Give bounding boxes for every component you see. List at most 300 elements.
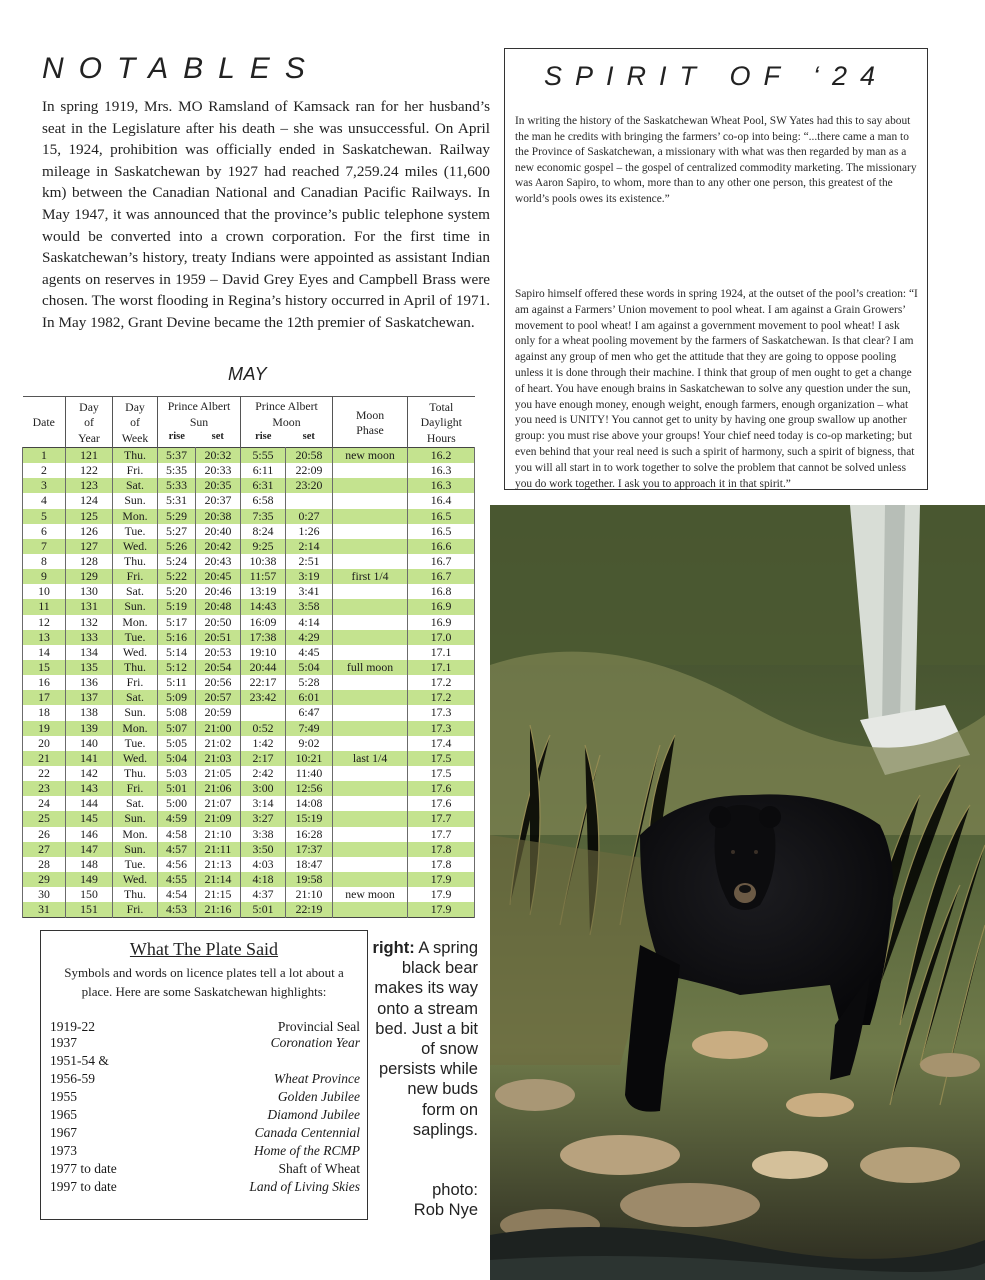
cell-moon-phase bbox=[333, 599, 408, 614]
table-row bbox=[23, 554, 475, 569]
cell-moon-set: 22:19 bbox=[286, 902, 333, 918]
cell-day-of-year: 145 bbox=[66, 811, 113, 826]
cell-moon-phase bbox=[333, 872, 408, 887]
cell-moon-set: 22:09 bbox=[286, 463, 333, 478]
table-row bbox=[23, 857, 475, 872]
cell-day-of-year: 136 bbox=[66, 675, 113, 690]
cell-day-of-week: Tue. bbox=[113, 524, 158, 539]
cell-date: 26 bbox=[23, 827, 66, 842]
cell-sun-rise: 5:37 bbox=[158, 448, 196, 464]
spirit-title: SPIRIT OF ‘24 bbox=[543, 61, 889, 91]
cell-date: 22 bbox=[23, 766, 66, 781]
cell-daylight: 17.8 bbox=[408, 842, 475, 857]
cell-day-of-year: 138 bbox=[66, 705, 113, 720]
cell-day-of-week: Sun. bbox=[113, 599, 158, 614]
cell-sun-set: 20:43 bbox=[196, 554, 241, 569]
cell-sun-rise: 4:55 bbox=[158, 872, 196, 887]
cell-moon-set: 9:02 bbox=[286, 736, 333, 751]
cell-daylight: 17.1 bbox=[408, 660, 475, 675]
plate-motto: Coronation Year bbox=[270, 1035, 360, 1050]
cell-moon-phase bbox=[333, 721, 408, 736]
cell-sun-set: 20:32 bbox=[196, 448, 241, 464]
cell-sun-set: 21:14 bbox=[196, 872, 241, 887]
plate-year: 1965 bbox=[50, 1107, 77, 1122]
cell-moon-rise: 4:03 bbox=[241, 857, 286, 872]
cell-moon-set: 6:47 bbox=[286, 705, 333, 720]
cell-moon-rise bbox=[241, 705, 286, 720]
cell-moon-rise: 3:38 bbox=[241, 827, 286, 842]
cell-day-of-year: 141 bbox=[66, 751, 113, 766]
cell-date: 31 bbox=[23, 902, 66, 918]
cell-moon-phase bbox=[333, 781, 408, 796]
plate-year: 1955 bbox=[50, 1089, 77, 1104]
plate-year: 1977 to date bbox=[50, 1161, 117, 1176]
table-row bbox=[23, 599, 475, 614]
cell-moon-phase bbox=[333, 524, 408, 539]
cell-date: 7 bbox=[23, 539, 66, 554]
header-sun-set: set bbox=[196, 430, 241, 448]
table-row bbox=[23, 660, 475, 675]
cell-date: 5 bbox=[23, 509, 66, 524]
cell-daylight: 16.5 bbox=[408, 524, 475, 539]
cell-sun-rise: 5:04 bbox=[158, 751, 196, 766]
header-sun: Prince Albert Sun bbox=[158, 397, 241, 431]
cell-daylight: 17.6 bbox=[408, 796, 475, 811]
cell-day-of-week: Sun. bbox=[113, 842, 158, 857]
cell-moon-phase bbox=[333, 690, 408, 705]
spirit-paragraph-1: In writing the history of the Saskatchewan Wheat Pool, SW Yates had this to say about the man he credits with bringing the farmers’ co-op into being: “...there came a man to the Province of Saskatchewan, a missionary with what was then regarded by man as a new economic gospel – the gospel of centralized commodity marketing. The missionary was Aaron Sapiro, to whom, more than to any other one person, this greatest of the world’s pools owes its existence.” bbox=[515, 115, 917, 205]
cell-daylight: 17.0 bbox=[408, 630, 475, 645]
credit-name: Rob Nye bbox=[413, 1201, 478, 1220]
cell-moon-rise: 5:01 bbox=[241, 902, 286, 918]
cell-day-of-week: Fri. bbox=[113, 902, 158, 918]
cell-daylight: 16.7 bbox=[408, 569, 475, 584]
cell-date: 29 bbox=[23, 872, 66, 887]
cell-moon-set: 23:20 bbox=[286, 478, 333, 493]
cell-moon-phase bbox=[333, 675, 408, 690]
caption-text: A spring black bear makes its way onto a stream bed. Just a bit of snow persists while new buds form on saplings. bbox=[374, 939, 478, 1139]
cell-moon-rise: 3:14 bbox=[241, 796, 286, 811]
cell-sun-rise: 5:00 bbox=[158, 796, 196, 811]
cell-day-of-week: Fri. bbox=[113, 675, 158, 690]
cell-daylight: 16.2 bbox=[408, 448, 475, 464]
cell-day-of-year: 126 bbox=[66, 524, 113, 539]
cell-sun-rise: 5:26 bbox=[158, 539, 196, 554]
cell-moon-set: 5:28 bbox=[286, 675, 333, 690]
table-row bbox=[23, 539, 475, 554]
cell-sun-rise: 5:29 bbox=[158, 509, 196, 524]
cell-daylight: 17.8 bbox=[408, 857, 475, 872]
cell-moon-phase bbox=[333, 902, 408, 918]
table-row bbox=[23, 690, 475, 705]
caption-lead: right: bbox=[372, 939, 415, 957]
header-moon-phase: Moon Phase bbox=[333, 397, 408, 448]
cell-day-of-week: Sat. bbox=[113, 478, 158, 493]
cell-day-of-week: Tue. bbox=[113, 857, 158, 872]
cell-sun-set: 21:16 bbox=[196, 902, 241, 918]
cell-moon-phase bbox=[333, 811, 408, 826]
cell-day-of-week: Tue. bbox=[113, 736, 158, 751]
photo-credit bbox=[372, 1180, 478, 1220]
cell-date: 1 bbox=[23, 448, 66, 464]
cell-day-of-week: Fri. bbox=[113, 463, 158, 478]
cell-day-of-year: 132 bbox=[66, 615, 113, 630]
cell-moon-set: 3:41 bbox=[286, 584, 333, 599]
plate-year: 1973 bbox=[50, 1143, 77, 1158]
cell-sun-rise: 5:33 bbox=[158, 478, 196, 493]
table-row bbox=[23, 796, 475, 811]
cell-moon-set: 16:28 bbox=[286, 827, 333, 842]
cell-moon-set: 6:01 bbox=[286, 690, 333, 705]
cell-sun-set: 20:56 bbox=[196, 675, 241, 690]
cell-moon-rise: 3:27 bbox=[241, 811, 286, 826]
cell-moon-phase bbox=[333, 539, 408, 554]
table-row bbox=[23, 766, 475, 781]
table-row bbox=[23, 463, 475, 478]
cell-day-of-week: Mon. bbox=[113, 827, 158, 842]
cell-sun-rise: 5:31 bbox=[158, 493, 196, 508]
cell-moon-phase bbox=[333, 766, 408, 781]
cell-date: 6 bbox=[23, 524, 66, 539]
cell-sun-rise: 4:56 bbox=[158, 857, 196, 872]
plate-entry bbox=[50, 1088, 360, 1106]
table-row bbox=[23, 827, 475, 842]
cell-moon-set: 4:29 bbox=[286, 630, 333, 645]
plate-year: 1919-22 bbox=[50, 1019, 95, 1034]
cell-moon-set: 2:51 bbox=[286, 554, 333, 569]
cell-sun-rise: 5:19 bbox=[158, 599, 196, 614]
cell-date: 20 bbox=[23, 736, 66, 751]
plate-motto: Canada Centennial bbox=[254, 1125, 360, 1140]
cell-moon-phase: last 1/4 bbox=[333, 751, 408, 766]
cell-day-of-year: 122 bbox=[66, 463, 113, 478]
cell-day-of-week: Thu. bbox=[113, 660, 158, 675]
plate-entry bbox=[50, 1106, 360, 1124]
almanac-title: MAY bbox=[228, 364, 268, 384]
cell-moon-rise: 17:38 bbox=[241, 630, 286, 645]
cell-moon-phase: full moon bbox=[333, 660, 408, 675]
cell-sun-rise: 5:05 bbox=[158, 736, 196, 751]
cell-day-of-year: 146 bbox=[66, 827, 113, 842]
cell-moon-phase bbox=[333, 736, 408, 751]
cell-day-of-year: 134 bbox=[66, 645, 113, 660]
photo-caption bbox=[372, 938, 478, 1140]
cell-day-of-week: Wed. bbox=[113, 872, 158, 887]
cell-moon-rise: 2:17 bbox=[241, 751, 286, 766]
cell-moon-rise: 8:24 bbox=[241, 524, 286, 539]
spirit-paragraph-2: Sapiro himself offered these words in spring 1924, at the outset of the pool’s creation: “I am against a Farmers’ Union movement to pool wheat. I am against a Grain Growers’ movement to pool wheat! I am against a government movement to pool wheat! I ask only for a wheat pooling movement by the farmers of Saskatchewan. Is that clear? I am against any group of men who get the attitude that they are going to oppose pooling unless it is done through their machine. I think that group of men ought to get a change of heart. You have enough brains in Saskatchewan to solve any question under the sun, you have enough money, enough weight, enough farmers, enough organization – what you need is UNITY! You cannot get to unity by having one group swallow up another group: you must rise above your groups! Your chief need today is co-op marketing; but even behind that your real need is such a spirit of harmony, such a spirit of bigness, that you will all start in to work together to solve the problem that cannot be solved unless you do work together. I ask you to approach it in that spirit.” bbox=[515, 288, 918, 490]
cell-sun-rise: 5:12 bbox=[158, 660, 196, 675]
cell-date: 12 bbox=[23, 615, 66, 630]
cell-daylight: 17.3 bbox=[408, 721, 475, 736]
plate-motto: Land of Living Skies bbox=[249, 1179, 360, 1194]
cell-date: 4 bbox=[23, 493, 66, 508]
plate-motto: Provincial Seal bbox=[277, 1019, 360, 1034]
cell-day-of-year: 144 bbox=[66, 796, 113, 811]
cell-day-of-year: 124 bbox=[66, 493, 113, 508]
cell-sun-rise: 5:35 bbox=[158, 463, 196, 478]
cell-daylight: 16.9 bbox=[408, 599, 475, 614]
cell-sun-rise: 4:53 bbox=[158, 902, 196, 918]
table-row bbox=[23, 645, 475, 660]
cell-day-of-year: 151 bbox=[66, 902, 113, 918]
plate-year: 1937 bbox=[50, 1035, 77, 1050]
plate-motto: Golden Jubilee bbox=[277, 1089, 360, 1104]
cell-moon-phase: new moon bbox=[333, 887, 408, 902]
cell-sun-set: 20:51 bbox=[196, 630, 241, 645]
cell-moon-rise: 2:42 bbox=[241, 766, 286, 781]
cell-sun-rise: 4:54 bbox=[158, 887, 196, 902]
cell-day-of-year: 148 bbox=[66, 857, 113, 872]
cell-moon-rise: 0:52 bbox=[241, 721, 286, 736]
cell-daylight: 16.5 bbox=[408, 509, 475, 524]
header-moon-set: set bbox=[286, 430, 333, 448]
cell-sun-set: 20:54 bbox=[196, 660, 241, 675]
table-row bbox=[23, 705, 475, 720]
cell-daylight: 17.7 bbox=[408, 811, 475, 826]
cell-day-of-week: Mon. bbox=[113, 721, 158, 736]
cell-sun-set: 21:10 bbox=[196, 827, 241, 842]
cell-day-of-week: Thu. bbox=[113, 448, 158, 464]
cell-moon-set: 17:37 bbox=[286, 842, 333, 857]
cell-day-of-week: Fri. bbox=[113, 781, 158, 796]
plate-motto: Home of the RCMP bbox=[253, 1143, 360, 1158]
cell-moon-rise: 3:50 bbox=[241, 842, 286, 857]
almanac-table bbox=[22, 396, 475, 918]
cell-moon-phase bbox=[333, 705, 408, 720]
cell-moon-rise: 16:09 bbox=[241, 615, 286, 630]
table-row bbox=[23, 509, 475, 524]
table-row bbox=[23, 493, 475, 508]
cell-sun-set: 20:53 bbox=[196, 645, 241, 660]
cell-day-of-week: Mon. bbox=[113, 509, 158, 524]
cell-sun-rise: 4:58 bbox=[158, 827, 196, 842]
table-row bbox=[23, 736, 475, 751]
cell-date: 17 bbox=[23, 690, 66, 705]
cell-daylight: 16.9 bbox=[408, 615, 475, 630]
cell-sun-rise: 5:14 bbox=[158, 645, 196, 660]
almanac-rows bbox=[23, 448, 475, 918]
table-row bbox=[23, 887, 475, 902]
header-daylight: Total Daylight Hours bbox=[420, 399, 462, 445]
cell-day-of-year: 137 bbox=[66, 690, 113, 705]
cell-sun-set: 20:50 bbox=[196, 615, 241, 630]
cell-sun-set: 21:05 bbox=[196, 766, 241, 781]
cell-day-of-year: 133 bbox=[66, 630, 113, 645]
bear-photo-illustration bbox=[490, 505, 985, 1280]
cell-moon-rise: 1:42 bbox=[241, 736, 286, 751]
cell-moon-rise: 6:11 bbox=[241, 463, 286, 478]
cell-day-of-week: Wed. bbox=[113, 539, 158, 554]
table-row bbox=[23, 751, 475, 766]
cell-day-of-week: Mon. bbox=[113, 615, 158, 630]
cell-day-of-week: Fri. bbox=[113, 569, 158, 584]
header-day-of-week: Day of Week bbox=[113, 397, 158, 448]
cell-sun-set: 20:46 bbox=[196, 584, 241, 599]
cell-sun-rise: 5:22 bbox=[158, 569, 196, 584]
cell-moon-phase: new moon bbox=[333, 448, 408, 464]
plate-entry bbox=[50, 1124, 360, 1142]
plate-motto: Wheat Province bbox=[273, 1071, 360, 1086]
cell-sun-set: 20:42 bbox=[196, 539, 241, 554]
cell-moon-rise: 14:43 bbox=[241, 599, 286, 614]
plate-year: 1956-59 bbox=[50, 1071, 95, 1086]
cell-moon-phase bbox=[333, 857, 408, 872]
plate-year: 1967 bbox=[50, 1125, 77, 1140]
cell-date: 13 bbox=[23, 630, 66, 645]
cell-moon-rise: 10:38 bbox=[241, 554, 286, 569]
cell-sun-set: 20:33 bbox=[196, 463, 241, 478]
table-row bbox=[23, 721, 475, 736]
cell-moon-set: 3:58 bbox=[286, 599, 333, 614]
credit-label: photo: bbox=[432, 1181, 478, 1199]
cell-day-of-year: 140 bbox=[66, 736, 113, 751]
table-row bbox=[23, 448, 475, 464]
cell-date: 25 bbox=[23, 811, 66, 826]
cell-daylight: 16.4 bbox=[408, 493, 475, 508]
cell-date: 30 bbox=[23, 887, 66, 902]
table-row bbox=[23, 615, 475, 630]
header-date: Date bbox=[23, 397, 66, 448]
plate-entry bbox=[50, 1178, 360, 1196]
cell-moon-set: 20:58 bbox=[286, 448, 333, 464]
cell-moon-phase bbox=[333, 509, 408, 524]
bear-photo bbox=[490, 505, 985, 1280]
cell-daylight: 17.4 bbox=[408, 736, 475, 751]
cell-sun-rise: 5:01 bbox=[158, 781, 196, 796]
cell-day-of-week: Sat. bbox=[113, 796, 158, 811]
cell-moon-set: 12:56 bbox=[286, 781, 333, 796]
table-row bbox=[23, 478, 475, 493]
plate-entry bbox=[50, 1142, 360, 1160]
cell-sun-rise: 5:16 bbox=[158, 630, 196, 645]
cell-sun-set: 21:09 bbox=[196, 811, 241, 826]
table-row bbox=[23, 872, 475, 887]
cell-sun-set: 21:06 bbox=[196, 781, 241, 796]
cell-date: 16 bbox=[23, 675, 66, 690]
cell-daylight: 16.3 bbox=[408, 463, 475, 478]
cell-moon-set: 1:26 bbox=[286, 524, 333, 539]
cell-sun-rise: 5:27 bbox=[158, 524, 196, 539]
cell-day-of-year: 139 bbox=[66, 721, 113, 736]
cell-moon-phase bbox=[333, 584, 408, 599]
table-row bbox=[23, 781, 475, 796]
cell-day-of-week: Sun. bbox=[113, 811, 158, 826]
cell-day-of-year: 127 bbox=[66, 539, 113, 554]
cell-daylight: 17.1 bbox=[408, 645, 475, 660]
cell-day-of-year: 142 bbox=[66, 766, 113, 781]
cell-sun-rise: 5:20 bbox=[158, 584, 196, 599]
cell-moon-rise: 22:17 bbox=[241, 675, 286, 690]
header-sun-rise: rise bbox=[168, 431, 185, 442]
cell-moon-phase bbox=[333, 796, 408, 811]
table-row bbox=[23, 630, 475, 645]
cell-day-of-year: 150 bbox=[66, 887, 113, 902]
cell-moon-set: 4:14 bbox=[286, 615, 333, 630]
cell-daylight: 17.5 bbox=[408, 751, 475, 766]
cell-sun-rise: 5:17 bbox=[158, 615, 196, 630]
cell-moon-rise: 6:31 bbox=[241, 478, 286, 493]
cell-day-of-week: Sun. bbox=[113, 705, 158, 720]
cell-sun-rise: 5:07 bbox=[158, 721, 196, 736]
cell-moon-rise: 3:00 bbox=[241, 781, 286, 796]
cell-moon-set: 0:27 bbox=[286, 509, 333, 524]
cell-moon-phase bbox=[333, 615, 408, 630]
table-row bbox=[23, 524, 475, 539]
cell-day-of-year: 131 bbox=[66, 599, 113, 614]
cell-moon-rise: 23:42 bbox=[241, 690, 286, 705]
cell-daylight: 17.2 bbox=[408, 690, 475, 705]
cell-day-of-year: 125 bbox=[66, 509, 113, 524]
cell-moon-set: 2:14 bbox=[286, 539, 333, 554]
cell-date: 27 bbox=[23, 842, 66, 857]
cell-date: 2 bbox=[23, 463, 66, 478]
cell-day-of-year: 149 bbox=[66, 872, 113, 887]
cell-moon-phase bbox=[333, 463, 408, 478]
cell-date: 3 bbox=[23, 478, 66, 493]
cell-daylight: 17.9 bbox=[408, 872, 475, 887]
cell-sun-set: 21:11 bbox=[196, 842, 241, 857]
cell-day-of-year: 123 bbox=[66, 478, 113, 493]
cell-moon-set: 14:08 bbox=[286, 796, 333, 811]
cell-moon-rise: 19:10 bbox=[241, 645, 286, 660]
cell-moon-rise: 7:35 bbox=[241, 509, 286, 524]
cell-date: 15 bbox=[23, 660, 66, 675]
plate-motto: Diamond Jubilee bbox=[267, 1107, 360, 1122]
table-row bbox=[23, 902, 475, 918]
cell-moon-set: 7:49 bbox=[286, 721, 333, 736]
plate-year: 1997 to date bbox=[50, 1179, 117, 1194]
cell-daylight: 16.3 bbox=[408, 478, 475, 493]
cell-date: 21 bbox=[23, 751, 66, 766]
cell-day-of-year: 135 bbox=[66, 660, 113, 675]
spirit-of-24-box bbox=[504, 48, 928, 490]
cell-day-of-week: Sat. bbox=[113, 584, 158, 599]
cell-day-of-year: 128 bbox=[66, 554, 113, 569]
cell-date: 11 bbox=[23, 599, 66, 614]
cell-moon-set: 18:47 bbox=[286, 857, 333, 872]
cell-daylight: 17.5 bbox=[408, 766, 475, 781]
cell-day-of-year: 129 bbox=[66, 569, 113, 584]
cell-day-of-week: Wed. bbox=[113, 751, 158, 766]
cell-day-of-year: 147 bbox=[66, 842, 113, 857]
cell-daylight: 16.6 bbox=[408, 539, 475, 554]
header-moon: Prince Albert Moon bbox=[241, 397, 333, 431]
cell-sun-rise: 4:59 bbox=[158, 811, 196, 826]
cell-moon-set: 10:21 bbox=[286, 751, 333, 766]
cell-moon-rise: 11:57 bbox=[241, 569, 286, 584]
cell-sun-set: 20:38 bbox=[196, 509, 241, 524]
cell-moon-set: 19:58 bbox=[286, 872, 333, 887]
cell-day-of-week: Sun. bbox=[113, 493, 158, 508]
cell-sun-set: 20:59 bbox=[196, 705, 241, 720]
cell-sun-set: 20:35 bbox=[196, 478, 241, 493]
cell-sun-set: 20:37 bbox=[196, 493, 241, 508]
cell-moon-phase: first 1/4 bbox=[333, 569, 408, 584]
cell-sun-rise: 5:24 bbox=[158, 554, 196, 569]
cell-date: 24 bbox=[23, 796, 66, 811]
cell-day-of-week: Thu. bbox=[113, 887, 158, 902]
cell-moon-rise: 4:37 bbox=[241, 887, 286, 902]
cell-sun-set: 21:02 bbox=[196, 736, 241, 751]
cell-sun-set: 21:15 bbox=[196, 887, 241, 902]
cell-day-of-week: Thu. bbox=[113, 766, 158, 781]
cell-day-of-week: Sat. bbox=[113, 690, 158, 705]
table-row bbox=[23, 569, 475, 584]
table-row bbox=[23, 811, 475, 826]
cell-moon-set: 4:45 bbox=[286, 645, 333, 660]
cell-date: 14 bbox=[23, 645, 66, 660]
